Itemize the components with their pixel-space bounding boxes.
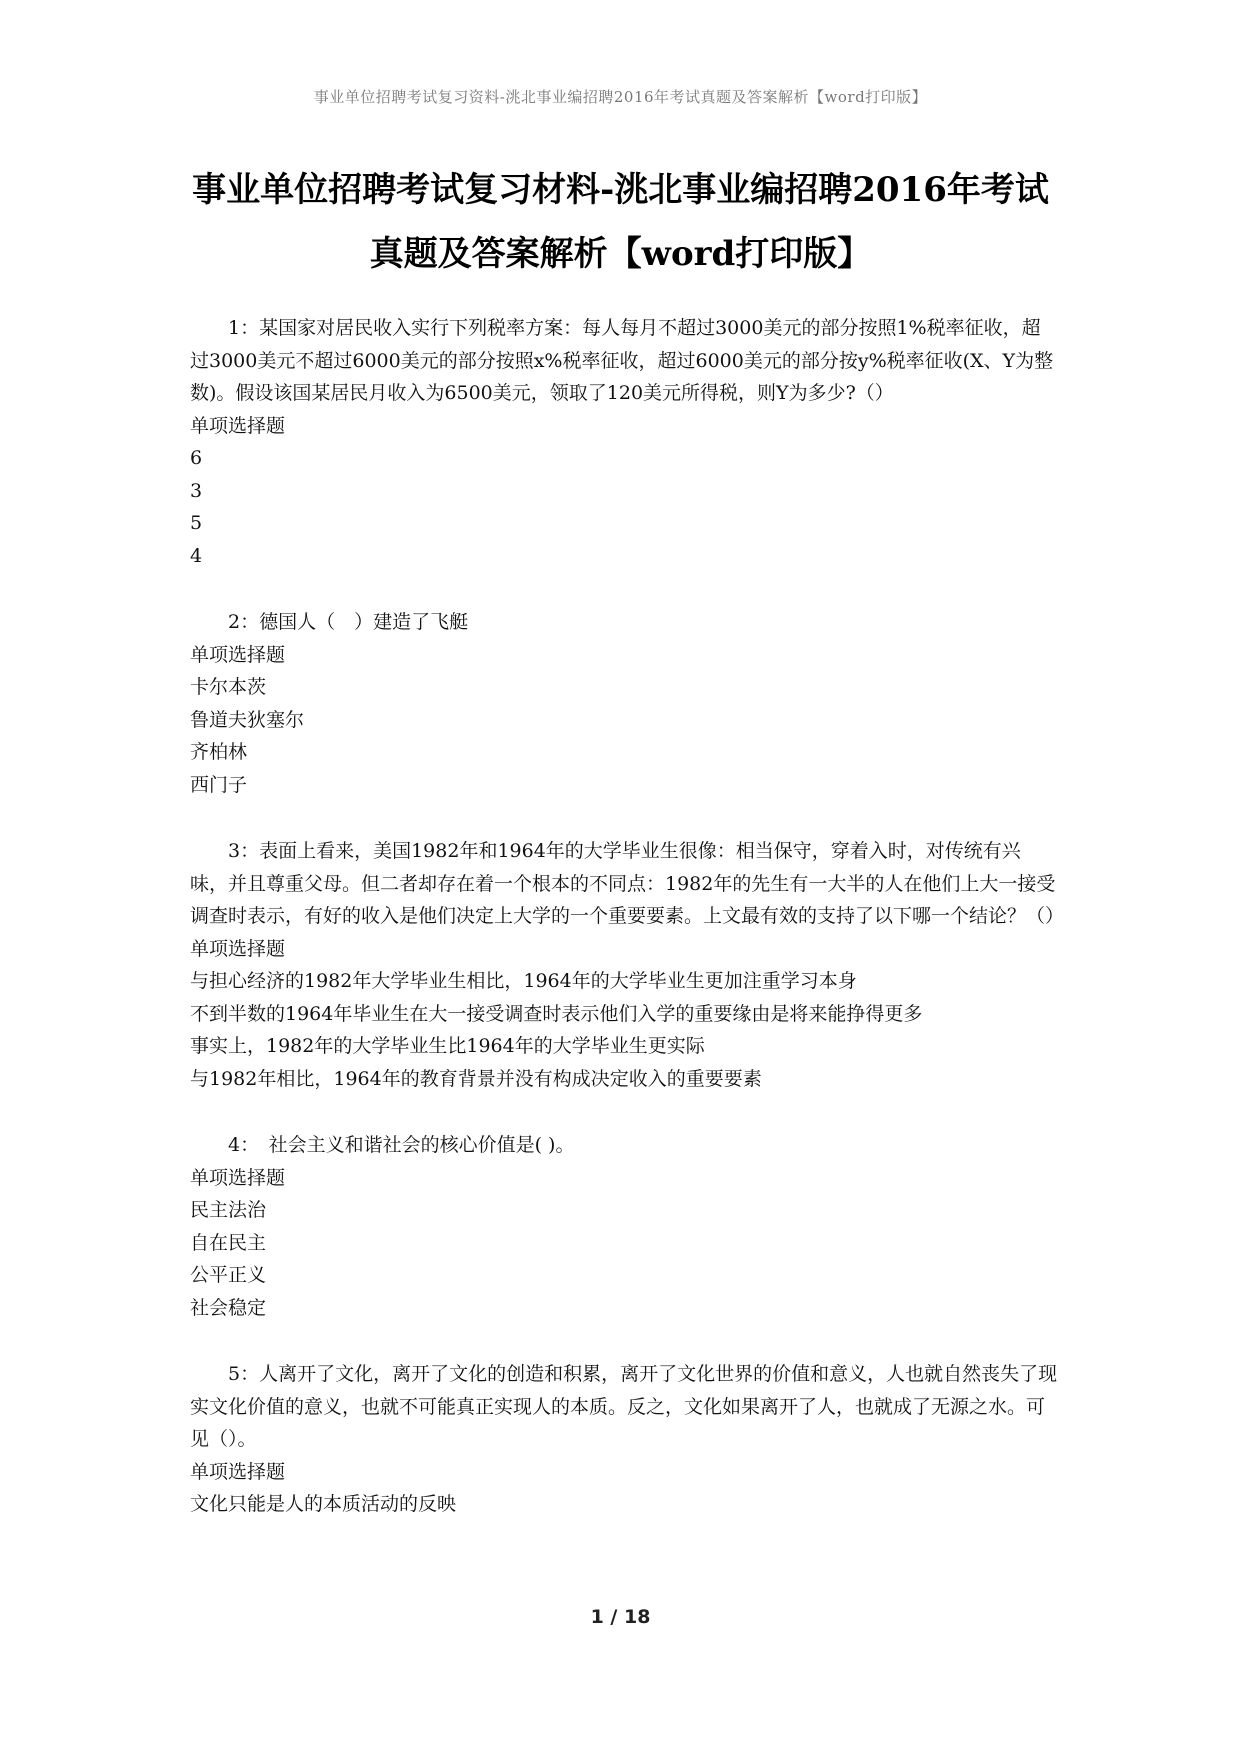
question-type: 单项选择题	[190, 1460, 286, 1483]
question-option: 文化只能是人的本质活动的反映	[190, 1493, 457, 1515]
question-option: 与担心经济的1982年大学毕业生相比，1964年的大学毕业生更加注重学习本身	[190, 970, 857, 992]
question-option: 事实上，1982年的大学毕业生比1964年的大学毕业生更实际	[190, 1035, 705, 1057]
question-option: 自在民主	[190, 1231, 267, 1254]
question-option: 6	[190, 447, 203, 469]
question-option: 社会稳定	[190, 1296, 267, 1319]
question-option: 3	[190, 479, 203, 502]
question-option: 民主法治	[190, 1199, 267, 1221]
question-list	[190, 312, 1065, 1555]
question-option: 4	[190, 544, 203, 567]
question-option: 卡尔本茨	[190, 676, 267, 698]
question-option: 不到半数的1964年毕业生在大一接受调查时表示他们入学的重要缘由是将来能挣得更多	[190, 1002, 923, 1025]
question-4	[190, 1129, 1058, 1324]
question-option: 与1982年相比，1964年的教育背景并没有构成决定收入的重要要素	[190, 1067, 762, 1090]
question-option: 鲁道夫狄塞尔	[190, 708, 305, 731]
question-stem: 4： 社会主义和谐社会的核心价值是( )。	[228, 1134, 575, 1156]
question-type: 单项选择题	[190, 1166, 286, 1189]
question-type: 单项选择题	[190, 937, 286, 960]
title-line-2: 真题及答案解析【word打印版】	[369, 234, 872, 274]
question-stem: 2：德国人（ ）建造了飞艇	[228, 611, 469, 633]
page-number: 1 / 18	[590, 1606, 651, 1628]
document-title	[150, 158, 1091, 286]
question-option: 公平正义	[190, 1264, 267, 1286]
question-stem: 3：表面上看来，美国1982年和1964年的大学毕业生很像：相当保守，穿着入时，对传统有兴味，并且尊重父母。但二者却存在着一个根本的不同点：1982年的先生有一大半的人在他们上大一接受调查时表示，有好的收入是他们决定上大学的一个重要要素。上文最有效的支持了以下哪一个结论？（）	[190, 840, 1065, 927]
question-stem: 5：人离开了文化，离开了文化的创造和积累，离开了文化世界的价值和意义，人也就自然丧失了现实文化价值的意义，也就不可能真正实现人的本质。反之，文化如果离开了人，也就成了无源之水。可见（）。	[190, 1363, 1058, 1450]
question-2	[190, 606, 1058, 801]
question-type: 单项选择题	[190, 414, 286, 437]
question-stem: 1：某国家对居民收入实行下列税率方案：每人每月不超过3000美元的部分按照1%税率征收，超过3000美元不超过6000美元的部分按照x%税率征收，超过6000美元的部分按y%税率征收(X、Y为整数)。假设该国某居民月收入为6500美元，领取了120美元所得税，则Y为多少?（）	[190, 317, 1054, 404]
question-3	[190, 835, 1065, 1095]
question-option: 5	[190, 512, 203, 534]
question-type: 单项选择题	[190, 643, 286, 666]
question-option: 西门子	[190, 773, 248, 796]
question-1	[190, 312, 1058, 572]
running-header: 事业单位招聘考试复习资料-洮北事业编招聘2016年考试真题及答案解析【word打印版】	[313, 88, 928, 106]
question-option: 齐柏林	[190, 741, 248, 763]
title-line-1: 事业单位招聘考试复习材料-洮北事业编招聘2016年考试	[192, 170, 1049, 210]
question-5	[190, 1358, 1058, 1521]
